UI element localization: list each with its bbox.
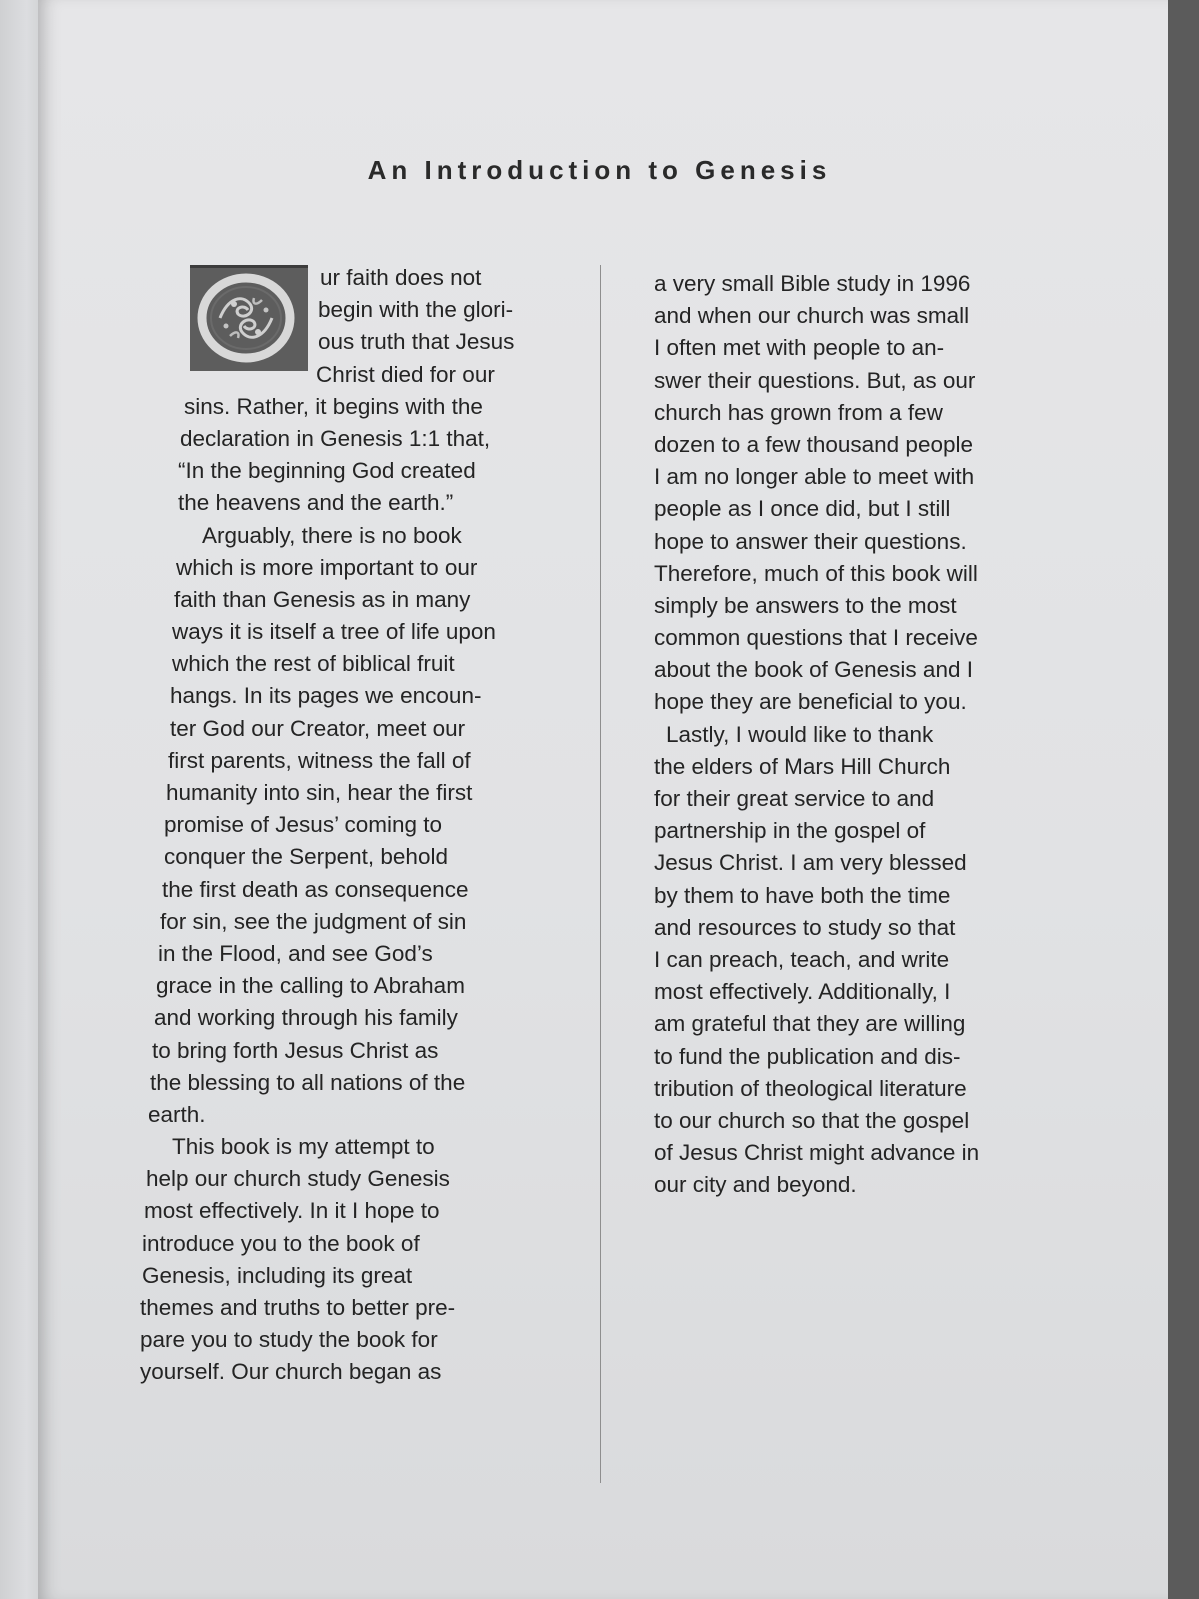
right-text-line: I can preach, teach, and write xyxy=(654,946,950,972)
left-text-line: This book is my attempt to xyxy=(172,1134,435,1160)
page-title: An Introduction to Genesis xyxy=(367,155,832,185)
right-text-line: swer their questions. But, as our xyxy=(654,367,976,393)
right-text-line: dozen to a few thousand people xyxy=(654,431,973,457)
left-text-line: grace in the calling to Abraham xyxy=(156,973,465,999)
right-text-line: for their great service to and xyxy=(654,786,935,811)
left-text-line: help our church study Genesis xyxy=(146,1166,450,1192)
left-text-line: promise of Jesus’ coming to xyxy=(164,812,443,838)
left-text-column xyxy=(140,262,580,1389)
left-text-line: earth. xyxy=(148,1101,206,1127)
right-text-line: church has grown from a few xyxy=(654,399,943,425)
book-gutter xyxy=(0,0,38,1599)
right-text-line: about the book of Genesis and I xyxy=(654,657,973,683)
left-text-line: themes and truths to better pre- xyxy=(140,1295,456,1320)
right-text-line: the elders of Mars Hill Church xyxy=(654,753,951,779)
right-text-line: people as I once did, but I still xyxy=(654,496,951,522)
right-text-line: most effectively. Additionally, I xyxy=(654,979,951,1005)
right-text-line: common questions that I receive xyxy=(654,625,978,651)
left-text-line: ter God our Creator, meet our xyxy=(170,715,466,741)
left-text-line: for sin, see the judgment of sin xyxy=(160,908,467,934)
right-text-line: and resources to study so that xyxy=(654,914,956,940)
left-text-line: which is more important to our xyxy=(176,554,478,580)
right-text-line: our city and beyond. xyxy=(654,1172,857,1198)
right-text-line: of Jesus Christ might advance in xyxy=(654,1140,980,1166)
right-text-line: Jesus Christ. I am very blessed xyxy=(654,850,967,876)
right-text-line: simply be answers to the most xyxy=(654,592,957,618)
left-text-line: ous truth that Jesus xyxy=(318,329,515,355)
left-text-line: sins. Rather, it begins with the xyxy=(184,393,483,419)
left-text-line: first parents, witness the fall of xyxy=(168,747,471,773)
right-text-line: am grateful that they are willing xyxy=(654,1011,966,1037)
left-text-line: which the rest of biblical fruit xyxy=(172,651,455,677)
right-text-line: hope they are beneficial to you. xyxy=(654,689,967,715)
left-text-line: faith than Genesis as in many xyxy=(174,586,471,612)
column-divider xyxy=(600,265,601,1483)
page-corner xyxy=(1169,1579,1199,1599)
left-text-line: in the Flood, and see God’s xyxy=(158,940,433,966)
right-text-line: and when our church was small xyxy=(654,303,970,329)
left-text-line: the first death as consequence xyxy=(162,876,469,902)
right-text-column xyxy=(654,268,1054,1201)
right-text-line: Lastly, I would like to thank xyxy=(666,721,934,747)
left-text-line: Arguably, there is no book xyxy=(202,522,462,548)
left-text-line: ways it is itself a tree of life upon xyxy=(172,619,496,645)
right-text-line: partnership in the gospel of xyxy=(654,818,926,844)
left-text-line: hangs. In its pages we encoun- xyxy=(170,683,482,709)
left-text-line: and working through his family xyxy=(154,1005,458,1031)
left-text-line: Christ died for our xyxy=(316,361,495,387)
left-text-line: begin with the glori- xyxy=(318,297,514,323)
right-text-line: I often met with people to an- xyxy=(654,335,945,361)
right-text-line: I am no longer able to meet with xyxy=(654,464,975,490)
right-text-line: by them to have both the time xyxy=(654,882,951,908)
left-text-line: ur faith does not xyxy=(320,265,482,290)
right-text-line: hope to answer their questions. xyxy=(654,528,967,554)
right-text-line: Therefore, much of this book will xyxy=(654,560,978,586)
left-text-line: introduce you to the book of xyxy=(142,1230,420,1256)
left-text-line: pare you to study the book for xyxy=(140,1327,438,1353)
left-text-line: most effectively. In it I hope to xyxy=(144,1198,440,1224)
left-text-line: conquer the Serpent, behold xyxy=(164,844,448,870)
left-text-line: humanity into sin, hear the first xyxy=(166,780,473,805)
left-text-line: declaration in Genesis 1:1 that, xyxy=(180,425,491,451)
right-text-line: to our church so that the gospel xyxy=(654,1107,970,1133)
right-text-line: to fund the publication and dis- xyxy=(654,1043,961,1069)
right-text-line: tribution of theological literature xyxy=(654,1075,967,1101)
left-text-line: the blessing to all nations of the xyxy=(150,1069,466,1095)
left-text-line: the heavens and the earth.” xyxy=(178,490,454,516)
right-text-line: a very small Bible study in 1996 xyxy=(654,271,971,296)
left-text-line: Genesis, including its great xyxy=(142,1262,413,1288)
left-text-line: to bring forth Jesus Christ as xyxy=(152,1037,439,1063)
left-text-line: yourself. Our church began as xyxy=(140,1359,442,1385)
left-text-line: “In the beginning God created xyxy=(178,458,476,484)
